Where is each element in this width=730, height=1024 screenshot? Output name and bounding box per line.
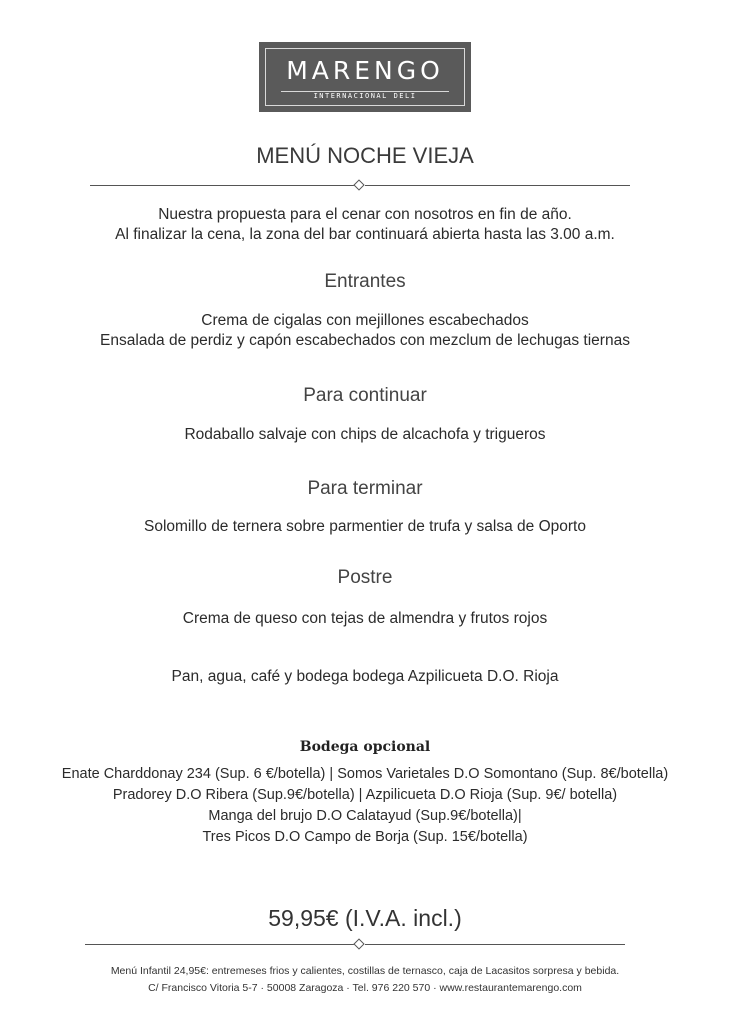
dish-item: Solomillo de ternera sobre parmentier de trufa y salsa de Oporto [144,518,586,535]
wine-line: Pradorey D.O Ribera (Sup.9€/botella) | Azpilicueta D.O Rioja (Sup. 9€/ botella) [112,787,618,803]
menu-price: 59,95€ (I.V.A. incl.) [268,905,462,931]
price-rule-diamond [353,938,364,949]
logo-name: MARENGO [286,56,444,85]
dish-item: Crema de cigalas con mejillones escabechados [201,312,529,329]
price-rule-left [85,944,355,945]
section-title-para-terminar: Para terminar [307,478,423,499]
intro-line: Al finalizar la cena, la zona del bar continuará abierta hasta las 3.00 a.m. [115,226,615,243]
title-rule-right [365,185,630,186]
section-title-para-continuar: Para continuar [303,385,427,406]
wine-line: Tres Picos D.O Campo de Borja (Sup. 15€/botella) [202,829,528,845]
wine-line: Enate Charddonay 234 (Sup. 6 €/botella) | Somos Varietales D.O Somontano (Sup. 8€/botella) [61,766,669,782]
marengo-logo [259,42,471,112]
section-items-entrantes [0,311,730,351]
dish-item: Crema de queso con tejas de almendra y frutos rojos [182,610,548,627]
footer [0,963,730,997]
price-rule-right [365,944,625,945]
menu-title: MENÚ NOCHE VIEJA [256,143,474,168]
wine-line: Manga del brujo D.O Calatayud (Sup.9€/botella)| [208,808,522,824]
wine-list [0,764,730,848]
footer-kids-menu: Menú Infantil 24,95€: entremeses frios y calientes, costillas de ternasco, caja de Lacasitos sorpresa y bebida. [110,965,620,977]
footer-contact: C/ Francisco Vitoria 5-7 · 50008 Zaragoza · Tel. 976 220 570 · www.restaurantemarengo.com [148,982,582,994]
logo-subtitle: INTERNACIONAL DELI [313,92,417,100]
dish-item: Rodaballo salvaje con chips de alcachofa y trigueros [184,426,546,443]
section-title-postre: Postre [337,567,393,588]
dish-item: Ensalada de perdiz y capón escabechados con mezclum de lechugas tiernas [100,332,630,349]
intro-line: Nuestra propuesta para el cenar con nosotros en fin de año. [158,206,572,223]
section-title-entrantes: Entrantes [324,271,406,292]
title-rule-left [90,185,355,186]
intro-text [0,205,730,245]
bodega-title: Bodega opcional [299,739,431,755]
title-rule-diamond [353,179,364,190]
included-note: Pan, agua, café y bodega bodega Azpilicueta D.O. Rioja [171,668,559,685]
